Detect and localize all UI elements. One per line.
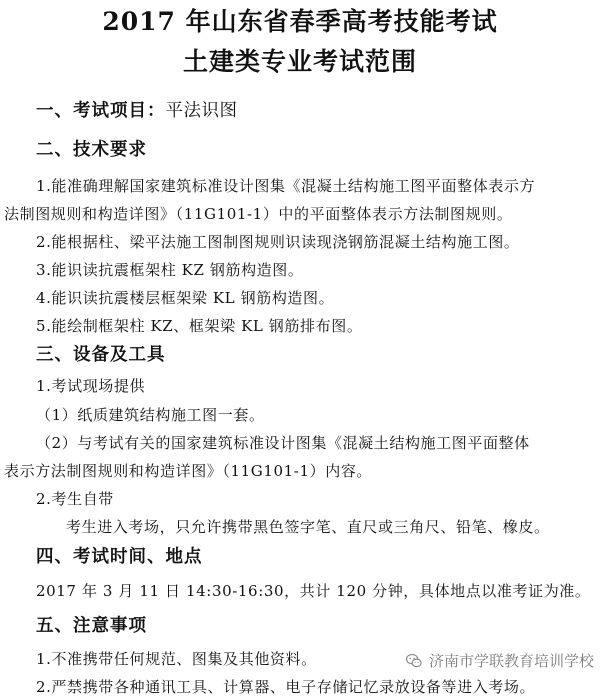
- section-3-line: 2.考生自带: [36, 490, 114, 508]
- section-2-line: 1.能准确理解国家建筑标准设计图集《混凝土结构施工图平面整体表示方: [36, 177, 536, 195]
- section-3-line: 表示方法制图规则和构造详图》（11G101-1）内容。: [4, 462, 373, 480]
- section-4-heading: 四、考试时间、地点: [36, 547, 203, 567]
- section-5-line: 2.严禁携带各种通讯工具、计算器、电子存储记忆录放设备等进入考场。: [36, 678, 536, 696]
- section-2-line: 法制图规则和构造详图》（11G101-1）中的平面整体表示方法制图规则。: [4, 205, 513, 223]
- section-2-line: 3.能识读抗震框架柱 KZ 钢筋构造图。: [36, 261, 304, 279]
- wechat-icon: [405, 652, 423, 670]
- section-2-line: 4.能识读抗震楼层框架梁 KL 钢筋构造图。: [36, 289, 335, 307]
- section-2-heading: 二、技术要求: [36, 140, 147, 160]
- section-3-line: （2）与考试有关的国家建筑标准设计图集《混凝土结构施工图平面整体: [36, 434, 530, 452]
- watermark: [405, 650, 594, 671]
- section-3-heading: 三、设备及工具: [36, 345, 166, 365]
- section-3-line: 1.考试现场提供: [36, 377, 146, 395]
- section-4-line: 2017 年 3 月 11 日 14:30-16:30，共计 120 分钟，具体地点以准考证为准。: [36, 582, 591, 600]
- doc-title-line1: 2017 年山东省春季高考技能考试: [102, 7, 498, 36]
- section-5-heading: 五、注意事项: [36, 616, 147, 636]
- section-1-label: 一、考试项目：: [36, 101, 166, 121]
- doc-title-line2: 土建类专业考试范围: [182, 47, 417, 76]
- section-3-line: 考生进入考场，只允许携带黑色签字笔、直尺或三角尺、铅笔、橡皮。: [66, 518, 550, 536]
- watermark-text: 济南市学联教育培训学校: [428, 652, 594, 670]
- section-1-value: 平法识图: [165, 101, 238, 121]
- section-5-line: 1.不准携带任何规范、图集及其他资料。: [36, 650, 317, 668]
- section-3-line: （1）纸质建筑结构施工图一套。: [36, 406, 265, 424]
- section-2-line: 5.能绘制框架柱 KZ、框架梁 KL 钢筋排布图。: [36, 317, 363, 335]
- section-2-line: 2.能根据柱、梁平法施工图制图规则识读现浇钢筋混凝土结构施工图。: [36, 233, 520, 251]
- section-1-heading: [36, 97, 238, 122]
